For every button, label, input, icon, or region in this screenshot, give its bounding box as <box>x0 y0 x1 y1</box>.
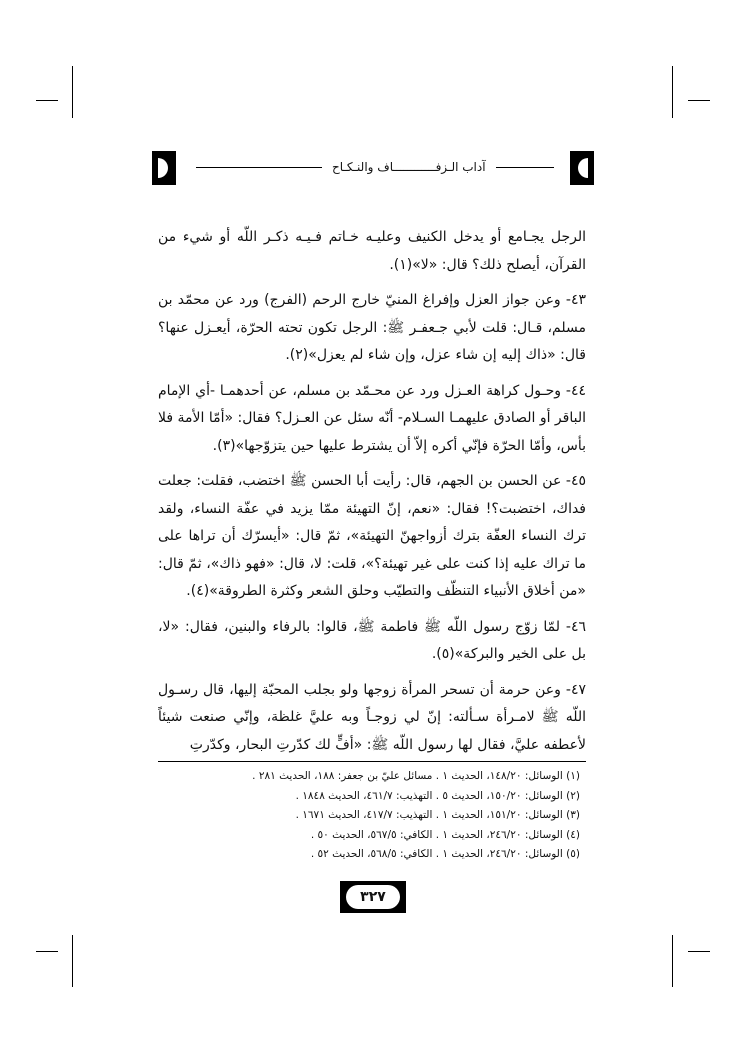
crop-mark <box>36 100 58 101</box>
footnote: (٥) الوسائل: ٢٤٦/٢٠، الحديث ١ . الكافي: ٥٦٨/٥، الحديث ٥٢ . <box>310 848 580 860</box>
footnote: (٢) الوسائل: ١٥٠/٢٠، الحديث ٥ . التهذيب: ٤٦١/٧، الحديث ١٨٤٨ . <box>295 789 580 802</box>
crop-mark <box>688 951 710 952</box>
paragraph: ٤٤- وحـول كراهة العـزل ورد عن محـمّد بن مسلم، عن أحدهمـا -أي الإمام الباقر أو الصادق عليهمـا السـلام- أنّه سئل عن العـزل؟ فقال: «أمّا الأمة فلا بأس، وأمّا الحرّة فإنّي أكره إلاّ أن يشترط عليها حين يتزوّجها»(٣). <box>158 382 586 454</box>
paragraph: ٤٣- وعن جواز العزل وإفراغ المنيّ خارج الرحم (الفرج) ورد عن محمّد بن مسلم، قـال: قلت لأبي جـعفـر ﷺ: الرجل تكون تحته الحرّة، أيعـزل عنها؟ قال: «ذاك إليه إن شاء عزل، وإن شاء لم يعزل»(٢). <box>158 292 586 363</box>
running-header <box>152 151 594 185</box>
crop-mark <box>672 66 673 118</box>
header-title: آداب الـزفــــــــــــاف والنـكـاح <box>322 157 496 177</box>
page-number: ٣٢٧ <box>346 885 400 909</box>
crop-mark <box>36 951 58 952</box>
paragraph: ٤٥- عن الحسن بن الجهم، قال: رأيت أبا الحسن ﷺ اختضب، فقلت: جعلت فداك، اختضبت؟! فقال: «نعم، إنّ التهيئة ممّا يزيد في عفّة النساء، ولقد ترك النساء العفّة بترك أزواجهنّ التهيئة»، ثمّ قال: «أيسرّك أن تراها على ما تراك عليه إذا كنت على غير تهيئة؟»، قلت: لا، قال: «فهو ذاك»، ثمّ قال: «من أخلاق الأنبياء التنظّف والتطيّب وحلق الشعر وكثرة الطروقة»(٤). <box>158 473 586 599</box>
header-ornament-left <box>152 151 176 185</box>
page-number-box <box>340 881 406 913</box>
footnote: (٣) الوسائل: ١٥١/٢٠، الحديث ١ . التهذيب: ٤١٧/٧، الحديث ١٦٧١ . <box>295 809 580 821</box>
crop-mark <box>72 935 73 987</box>
paragraph: ٤٧- وعن حرمة أن تسحر المرأة زوجها ولو بجلب المحبّة إليها، قال رسـول اللّه ﷺ لامـرأة سـألته: إنّ لي زوجـاً وبه عليَّ غلظة، وإنّي صنعت شيئاً لأعطفه عليَّ، فقال لها رسول اللّه ﷺ: «أفٍّ لك كدّرتِ البحار، وكدّرتِ <box>158 681 586 753</box>
crop-mark <box>72 66 73 118</box>
footnotes <box>158 767 586 865</box>
paragraph: الرجل يجـامع أو يدخل الكنيف وعليـه خـاتم فـيـه ذكـر اللّه أو شيء من القرآن، أيصلح ذلك؟ قال: «لا»(١). <box>158 229 586 273</box>
footnote: (١) الوسائل: ١٤٨/٢٠، الحديث ١ . مسائل عليّ بن جعفر: ١٨٨، الحديث ٢٨١ . <box>252 770 580 782</box>
crop-mark <box>688 100 710 101</box>
crop-mark <box>672 935 673 987</box>
paragraph: ٤٦- لمّا زوّج رسول اللّه ﷺ فاطمة ﷺ، قالوا: بالرفاء والبنين، فقال: «لا، بل على الخير والبركة»(٥). <box>158 618 586 662</box>
footnote-separator <box>158 761 586 762</box>
footnote: (٤) الوسائل: ٢٤٦/٢٠، الحديث ١ . الكافي: ٥٦٧/٥، الحديث ٥٠ . <box>310 828 580 841</box>
header-ornament-right <box>570 151 594 185</box>
page-body <box>158 224 586 767</box>
